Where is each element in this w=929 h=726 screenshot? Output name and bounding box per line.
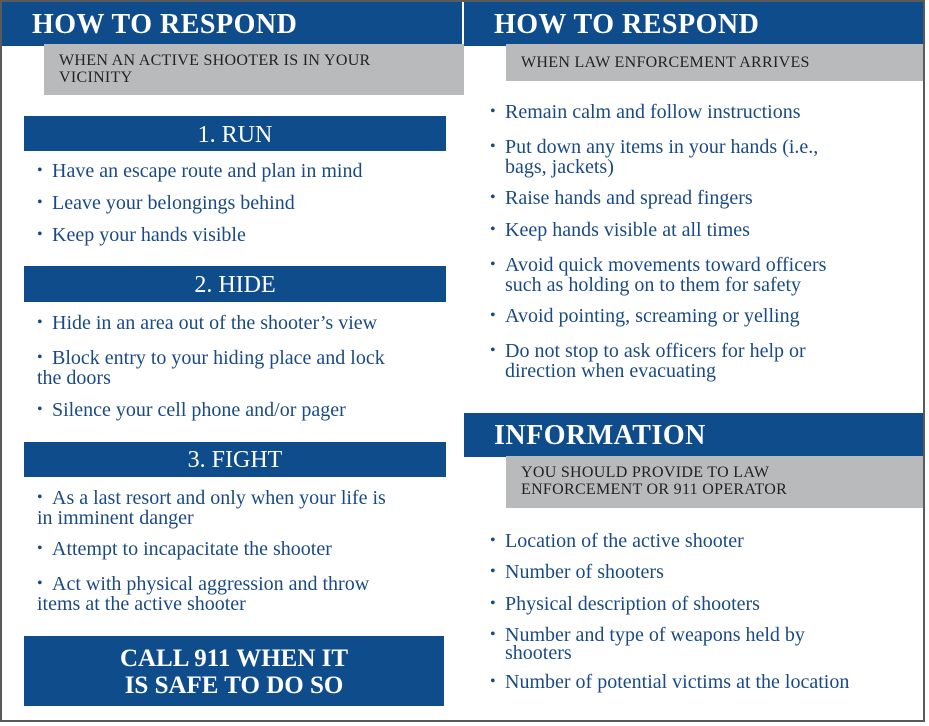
list-item: • Have an escape route and plan in mind xyxy=(37,161,457,181)
information-subheader-line-1: YOU SHOULD PROVIDE TO LAW xyxy=(521,464,770,481)
section-hide-title: HIDE xyxy=(218,272,276,298)
list-item: • Do not stop to ask officers for help or direction when evacuating xyxy=(490,341,915,381)
list-item: • Avoid pointing, screaming or yelling xyxy=(490,306,915,326)
hide-list xyxy=(37,313,457,420)
left-header-title: HOW TO RESPOND xyxy=(32,9,298,40)
section-run-bar xyxy=(24,116,446,151)
call-911-banner xyxy=(24,636,444,706)
list-item: • Raise hands and spread fingers xyxy=(490,188,915,208)
section-fight-title: FIGHT xyxy=(211,447,283,473)
list-item: • Block entry to your hiding place and lock the doors xyxy=(37,348,457,388)
fight-list xyxy=(37,488,457,614)
call-911-line-1: CALL 911 WHEN IT xyxy=(119,645,349,672)
list-item: • Silence your cell phone and/or pager xyxy=(37,400,457,420)
list-item: • Keep hands visible at all times xyxy=(490,220,915,240)
information-subheader-line-2: ENFORCEMENT OR 911 OPERATOR xyxy=(521,481,788,498)
section-fight-bar xyxy=(24,442,446,477)
list-item: • Leave your belongings behind xyxy=(37,193,457,213)
list-item: • Keep your hands visible xyxy=(37,225,457,245)
section-fight-number: 3. xyxy=(187,447,206,473)
list-item: • Remain calm and follow instructions xyxy=(490,102,915,122)
right-header-title: HOW TO RESPOND xyxy=(494,9,760,40)
call-911-line-2: IS SAFE TO DO SO xyxy=(124,672,344,699)
left-header-bar xyxy=(2,2,462,46)
section-hide-bar xyxy=(24,266,446,302)
list-item: • Hide in an area out of the shooter’s view xyxy=(37,313,457,333)
list-item: • Number of potential victims at the location xyxy=(490,672,915,692)
list-item: • Avoid quick movements toward officers such as holding on to them for safety xyxy=(490,255,915,295)
right-header-bar xyxy=(464,2,923,46)
information-header-title: INFORMATION xyxy=(494,420,706,451)
list-item: • Location of the active shooter xyxy=(490,531,915,551)
section-run-title: RUN xyxy=(221,122,273,148)
section-hide-number: 2. xyxy=(194,272,213,298)
law-enforcement-list xyxy=(490,102,915,381)
list-item: • Act with physical aggression and throw items at the active shooter xyxy=(37,574,457,614)
left-subheader-line-1: WHEN AN ACTIVE SHOOTER IS IN YOUR xyxy=(59,52,371,69)
list-item: • Number of shooters xyxy=(490,562,915,582)
information-header-bar xyxy=(464,413,923,457)
right-subheader-line: WHEN LAW ENFORCEMENT ARRIVES xyxy=(521,54,810,71)
list-item: • Put down any items in your hands (i.e., bags, jackets) xyxy=(490,137,915,177)
list-item: • As a last resort and only when your life is in imminent danger xyxy=(37,488,457,528)
section-run-number: 1. xyxy=(197,122,216,148)
run-list xyxy=(37,161,457,245)
right-subheader xyxy=(506,44,923,81)
list-item: • Number and type of weapons held by shooters xyxy=(490,626,915,662)
information-subheader xyxy=(506,456,923,508)
left-subheader xyxy=(44,44,464,95)
information-list xyxy=(490,531,915,692)
list-item: • Attempt to incapacitate the shooter xyxy=(37,539,457,559)
left-subheader-line-2: VICINITY xyxy=(59,69,133,86)
list-item: • Physical description of shooters xyxy=(490,594,915,614)
